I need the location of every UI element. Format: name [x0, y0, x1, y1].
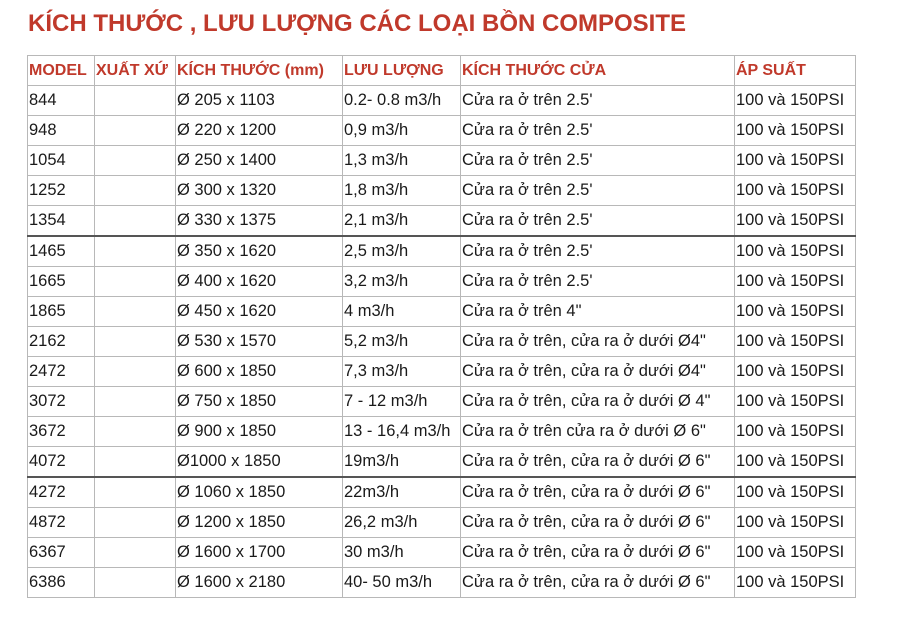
table-row	[28, 206, 856, 237]
cell-flow-rate: 22m3/h	[343, 477, 461, 508]
cell-dimensions: Ø 400 x 1620	[176, 267, 343, 297]
cell-pressure: 100 và 150PSI	[735, 86, 856, 116]
cell-model: 4072	[28, 447, 95, 478]
table-body	[28, 86, 856, 598]
cell-flow-rate: 5,2 m3/h	[343, 327, 461, 357]
cell-model: 6367	[28, 538, 95, 568]
cell-port-size: Cửa ra ở trên 2.5'	[461, 116, 735, 146]
cell-origin	[95, 387, 176, 417]
cell-origin	[95, 327, 176, 357]
cell-model: 1465	[28, 236, 95, 267]
cell-port-size: Cửa ra ở trên, cửa ra ở dưới Ø4"	[461, 357, 735, 387]
table-row	[28, 538, 856, 568]
cell-port-size: Cửa ra ở trên, cửa ra ở dưới Ø 6"	[461, 477, 735, 508]
cell-model: 1354	[28, 206, 95, 237]
cell-port-size: Cửa ra ở trên, cửa ra ở dưới Ø 6"	[461, 508, 735, 538]
cell-pressure: 100 và 150PSI	[735, 236, 856, 267]
cell-origin	[95, 86, 176, 116]
cell-flow-rate: 2,1 m3/h	[343, 206, 461, 237]
cell-pressure: 100 và 150PSI	[735, 447, 856, 478]
table-row	[28, 86, 856, 116]
page-title: KÍCH THƯỚC , LƯU LƯỢNG CÁC LOẠI BỒN COMPOSITE	[28, 10, 686, 37]
table-row	[28, 236, 856, 267]
cell-port-size: Cửa ra ở trên 2.5'	[461, 236, 735, 267]
table-row	[28, 297, 856, 327]
cell-port-size: Cửa ra ở trên cửa ra ở dưới Ø 6"	[461, 417, 735, 447]
cell-flow-rate: 4 m3/h	[343, 297, 461, 327]
table-row	[28, 477, 856, 508]
table-row	[28, 146, 856, 176]
cell-pressure: 100 và 150PSI	[735, 176, 856, 206]
cell-port-size: Cửa ra ở trên, cửa ra ở dưới Ø 6"	[461, 568, 735, 598]
cell-port-size: Cửa ra ở trên 2.5'	[461, 267, 735, 297]
cell-dimensions: Ø 300 x 1320	[176, 176, 343, 206]
cell-pressure: 100 và 150PSI	[735, 568, 856, 598]
cell-origin	[95, 206, 176, 237]
cell-pressure: 100 và 150PSI	[735, 477, 856, 508]
cell-port-size: Cửa ra ở trên 2.5'	[461, 206, 735, 237]
cell-pressure: 100 và 150PSI	[735, 508, 856, 538]
cell-port-size: Cửa ra ở trên, cửa ra ở dưới Ø 6"	[461, 538, 735, 568]
cell-flow-rate: 3,2 m3/h	[343, 267, 461, 297]
cell-model: 4272	[28, 477, 95, 508]
cell-dimensions: Ø 1600 x 2180	[176, 568, 343, 598]
cell-model: 4872	[28, 508, 95, 538]
cell-pressure: 100 và 150PSI	[735, 357, 856, 387]
cell-pressure: 100 và 150PSI	[735, 116, 856, 146]
cell-model: 2472	[28, 357, 95, 387]
cell-dimensions: Ø 1200 x 1850	[176, 508, 343, 538]
cell-flow-rate: 2,5 m3/h	[343, 236, 461, 267]
cell-model: 3072	[28, 387, 95, 417]
spec-table	[27, 55, 856, 598]
cell-pressure: 100 và 150PSI	[735, 538, 856, 568]
cell-model: 1665	[28, 267, 95, 297]
header-pressure: ÁP SUẤT	[735, 56, 856, 86]
cell-origin	[95, 236, 176, 267]
cell-flow-rate: 7 - 12 m3/h	[343, 387, 461, 417]
cell-port-size: Cửa ra ở trên, cửa ra ở dưới Ø 6"	[461, 447, 735, 478]
cell-pressure: 100 và 150PSI	[735, 387, 856, 417]
cell-origin	[95, 447, 176, 478]
table-row	[28, 568, 856, 598]
cell-dimensions: Ø1000 x 1850	[176, 447, 343, 478]
cell-origin	[95, 568, 176, 598]
cell-port-size: Cửa ra ở trên 2.5'	[461, 146, 735, 176]
cell-dimensions: Ø 750 x 1850	[176, 387, 343, 417]
cell-origin	[95, 176, 176, 206]
cell-dimensions: Ø 350 x 1620	[176, 236, 343, 267]
table-row	[28, 387, 856, 417]
cell-dimensions: Ø 220 x 1200	[176, 116, 343, 146]
cell-flow-rate: 7,3 m3/h	[343, 357, 461, 387]
cell-dimensions: Ø 1060 x 1850	[176, 477, 343, 508]
cell-pressure: 100 và 150PSI	[735, 146, 856, 176]
cell-model: 1252	[28, 176, 95, 206]
table-row	[28, 357, 856, 387]
cell-port-size: Cửa ra ở trên, cửa ra ở dưới Ø4"	[461, 327, 735, 357]
cell-dimensions: Ø 450 x 1620	[176, 297, 343, 327]
cell-model: 1054	[28, 146, 95, 176]
cell-model: 948	[28, 116, 95, 146]
table-header-row	[28, 56, 856, 86]
table-row	[28, 327, 856, 357]
cell-pressure: 100 và 150PSI	[735, 297, 856, 327]
cell-model: 1865	[28, 297, 95, 327]
table-row	[28, 447, 856, 478]
cell-origin	[95, 477, 176, 508]
cell-model: 844	[28, 86, 95, 116]
cell-dimensions: Ø 205 x 1103	[176, 86, 343, 116]
header-dimensions: KÍCH THƯỚC (mm)	[176, 56, 343, 86]
cell-origin	[95, 357, 176, 387]
cell-flow-rate: 0.2- 0.8 m3/h	[343, 86, 461, 116]
cell-origin	[95, 538, 176, 568]
cell-dimensions: Ø 1600 x 1700	[176, 538, 343, 568]
cell-dimensions: Ø 250 x 1400	[176, 146, 343, 176]
cell-flow-rate: 26,2 m3/h	[343, 508, 461, 538]
cell-port-size: Cửa ra ở trên, cửa ra ở dưới Ø 4"	[461, 387, 735, 417]
header-flow-rate: LƯU LƯỢNG	[343, 56, 461, 86]
table-row	[28, 267, 856, 297]
cell-model: 6386	[28, 568, 95, 598]
cell-origin	[95, 146, 176, 176]
cell-pressure: 100 và 150PSI	[735, 417, 856, 447]
cell-pressure: 100 và 150PSI	[735, 327, 856, 357]
header-port-size: KÍCH THƯỚC CỬA	[461, 56, 735, 86]
cell-model: 3672	[28, 417, 95, 447]
cell-port-size: Cửa ra ở trên 2.5'	[461, 176, 735, 206]
header-model: MODEL	[28, 56, 95, 86]
cell-flow-rate: 19m3/h	[343, 447, 461, 478]
cell-origin	[95, 297, 176, 327]
header-origin: XUẤT XỨ	[95, 56, 176, 86]
table-row	[28, 508, 856, 538]
cell-dimensions: Ø 600 x 1850	[176, 357, 343, 387]
table-row	[28, 417, 856, 447]
cell-flow-rate: 40- 50 m3/h	[343, 568, 461, 598]
table-row	[28, 176, 856, 206]
cell-flow-rate: 30 m3/h	[343, 538, 461, 568]
cell-flow-rate: 1,3 m3/h	[343, 146, 461, 176]
cell-port-size: Cửa ra ở trên 4"	[461, 297, 735, 327]
cell-port-size: Cửa ra ở trên 2.5'	[461, 86, 735, 116]
cell-dimensions: Ø 530 x 1570	[176, 327, 343, 357]
cell-flow-rate: 1,8 m3/h	[343, 176, 461, 206]
cell-dimensions: Ø 330 x 1375	[176, 206, 343, 237]
cell-pressure: 100 và 150PSI	[735, 267, 856, 297]
cell-dimensions: Ø 900 x 1850	[176, 417, 343, 447]
table-row	[28, 116, 856, 146]
cell-origin	[95, 116, 176, 146]
cell-model: 2162	[28, 327, 95, 357]
cell-flow-rate: 0,9 m3/h	[343, 116, 461, 146]
cell-flow-rate: 13 - 16,4 m3/h	[343, 417, 461, 447]
cell-origin	[95, 417, 176, 447]
cell-pressure: 100 và 150PSI	[735, 206, 856, 237]
cell-origin	[95, 508, 176, 538]
cell-origin	[95, 267, 176, 297]
